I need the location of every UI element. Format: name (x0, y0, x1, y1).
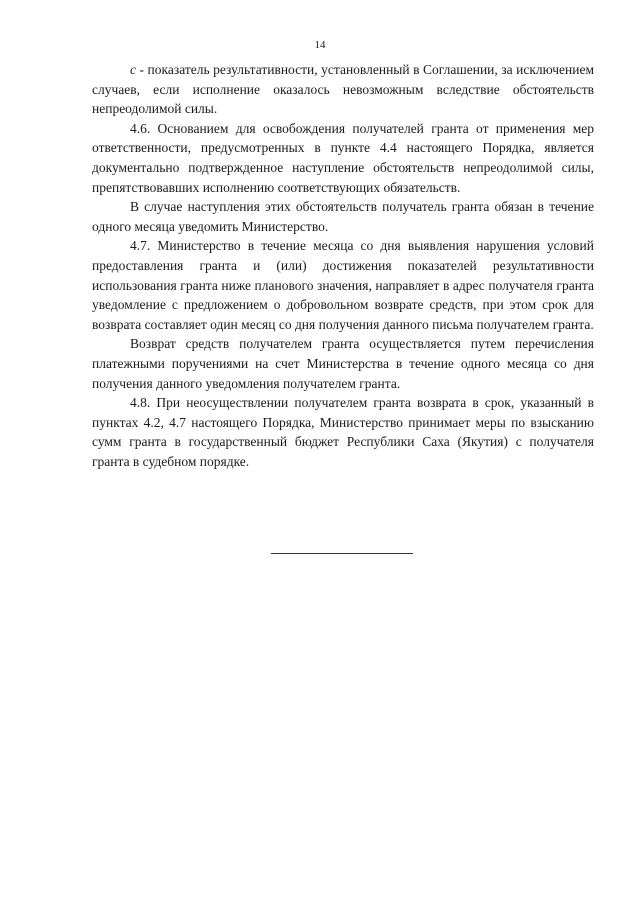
paragraph-notification: В случае наступления этих обстоятельств получатель гранта обязан в течение одного месяца уведомить Министерство. (92, 199, 594, 234)
paragraph-4-8: 4.8. При неосуществлении получателем гранта возврата в срок, указанный в пунктах 4.2, 4.7 настоящего Порядка, Министерство принимает меры по взысканию сумм гранта в государственный бюджет Республики Саха (Якутия) с получателя гранта в судебном порядке. (92, 395, 594, 469)
page-number: 14 (314, 39, 326, 51)
paragraph-4-6: 4.6. Основанием для освобождения получателей гранта от применения мер ответственности, предусмотренных в пункте 4.4 настоящего Порядка, является документально подтвержденное наступление обстоятельств непреодолимой силы, препятствовавших исполнению соответствующих обязательств. (92, 120, 594, 195)
paragraph-indicator-definition (92, 60, 594, 119)
end-divider (271, 553, 413, 554)
variable-symbol: c (130, 62, 136, 77)
paragraph-text: - показатель результативности, установленный в Соглашении, за исключением случаев, если исполнение оказалось невозможным вследствие обстоятельств непреодолимой силы. (92, 62, 594, 117)
document-body (92, 60, 594, 471)
paragraph-refund: Возврат средств получателем гранта осуществляется путем перечисления платежными поручениями на счет Министерства в течение одного месяца со дня получения данного уведомления получателем гранта. (92, 336, 594, 391)
paragraph-4-7: 4.7. Министерство в течение месяца со дня выявления нарушения условий предоставления гранта и (или) достижения показателей результативности использования гранта ниже планового значения, направляет в адрес получателя гранта уведомление с предложением о добровольном возврате средств, при этом срок для возврата составляет один месяц со дня получения данного письма получателем гранта. (92, 238, 594, 332)
